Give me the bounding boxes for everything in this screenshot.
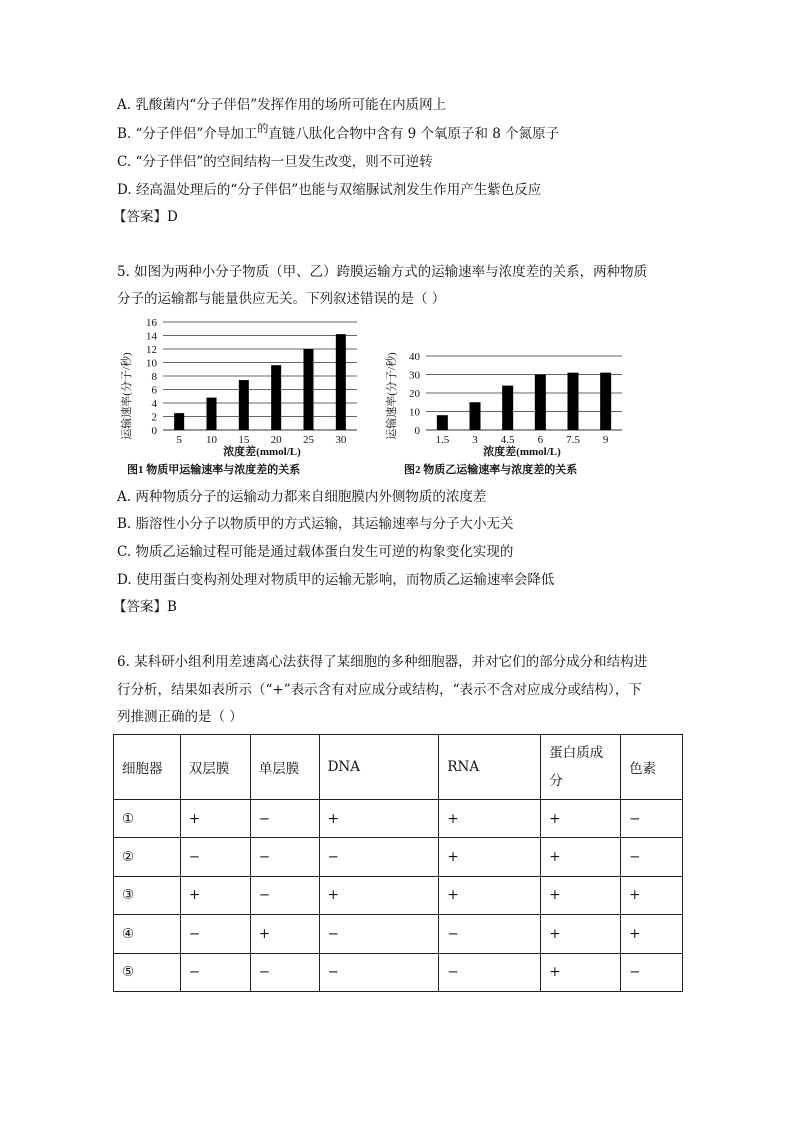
option-label: B. bbox=[117, 126, 132, 142]
y-tick-label: 6 bbox=[151, 384, 157, 397]
table-cell: ④ bbox=[114, 915, 181, 953]
answer-label: 【答案】 bbox=[113, 209, 167, 225]
bar bbox=[502, 386, 513, 430]
option-text: “分子伴侣”的空间结构一旦发生改变，则不可逆转 bbox=[135, 154, 433, 170]
table-cell: + bbox=[439, 800, 541, 838]
table-row bbox=[114, 953, 683, 991]
table-cell: + bbox=[319, 800, 439, 838]
table-row bbox=[114, 915, 683, 953]
table-cell: + bbox=[319, 876, 439, 914]
y-tick-label: 10 bbox=[146, 357, 157, 370]
table-cell: + bbox=[439, 876, 541, 914]
x-tick-label: 5 bbox=[176, 434, 182, 446]
bar bbox=[470, 402, 481, 430]
x-tick-label: 7.5 bbox=[566, 434, 580, 446]
y-tick-label: 4 bbox=[151, 398, 157, 410]
bar bbox=[437, 415, 448, 430]
option-text-post: 直链八肽化合物中含有 9 个氧原子和 8 个氮原子 bbox=[268, 126, 560, 142]
x-tick-label: 4.5 bbox=[500, 434, 515, 446]
y-tick-label: 10 bbox=[409, 406, 420, 419]
chart-bars bbox=[174, 334, 346, 430]
bar bbox=[336, 334, 346, 430]
option-label: A. bbox=[117, 489, 132, 505]
x-tick-label: 9 bbox=[602, 434, 609, 446]
q6-stem-line3: 列推测正确的是（ ） bbox=[117, 709, 243, 725]
table-cell: + bbox=[541, 800, 621, 838]
table-cell: + bbox=[541, 953, 621, 991]
bar bbox=[304, 349, 314, 430]
table-cell: ② bbox=[114, 838, 181, 876]
table-cell: − bbox=[621, 838, 683, 876]
table-cell: + bbox=[541, 915, 621, 953]
table-row bbox=[114, 876, 683, 914]
bar bbox=[600, 373, 611, 430]
q5-option-c bbox=[117, 542, 513, 562]
q5-answer bbox=[113, 597, 177, 617]
table-cell: − bbox=[439, 953, 541, 991]
option-superscript: 的 bbox=[257, 122, 269, 135]
x-tick-label: 25 bbox=[303, 434, 314, 446]
q6-stem-line1: 6. 某科研小组利用差速离心法获得了某细胞的多种细胞器，并对它们的部分成分和结构进 bbox=[117, 654, 648, 670]
table-cell: − bbox=[250, 800, 319, 838]
y-tick-label: 0 bbox=[151, 425, 157, 437]
chart-ylabel: 运输速率(分子/秒) bbox=[121, 352, 133, 440]
chart-figure-1 bbox=[117, 314, 367, 478]
y-tick-label: 14 bbox=[146, 330, 157, 343]
chart-bars bbox=[437, 373, 611, 430]
chart-y-ticks bbox=[409, 351, 421, 437]
table-cell: − bbox=[319, 953, 439, 991]
table-cell: ① bbox=[114, 800, 181, 838]
table-cell: + bbox=[621, 876, 683, 914]
table-header-cell: 细胞器 bbox=[114, 735, 181, 800]
bar bbox=[174, 413, 184, 430]
table-cell: − bbox=[250, 838, 319, 876]
table-row bbox=[114, 838, 683, 876]
answer-value: B bbox=[167, 599, 177, 615]
table-cell: − bbox=[180, 915, 250, 953]
option-label: C. bbox=[117, 154, 132, 170]
q5-option-d bbox=[117, 570, 554, 590]
option-text: 脂溶性小分子以物质甲的方式运输，其运输速率与分子大小无关 bbox=[135, 516, 514, 532]
option-label: C. bbox=[117, 544, 132, 560]
answer-label: 【答案】 bbox=[113, 599, 167, 615]
x-tick-label: 15 bbox=[238, 434, 250, 446]
table-cell: + bbox=[439, 838, 541, 876]
organelle-table bbox=[113, 734, 683, 992]
chart-figure-2 bbox=[382, 314, 632, 478]
option-text: 使用蛋白变构剂处理对物质甲的运输无影响，而物质乙运输速率会降低 bbox=[135, 572, 555, 588]
bar bbox=[535, 375, 546, 431]
option-label: D. bbox=[117, 572, 132, 588]
table-cell: − bbox=[319, 838, 439, 876]
x-tick-label: 20 bbox=[270, 434, 282, 446]
table-cell: − bbox=[250, 953, 319, 991]
q5-stem-line1: 5. 如图为两种小分子物质（甲、乙）跨膜运输方式的运输速率与浓度差的关系，两种物质 bbox=[117, 264, 648, 280]
option-text: 物质乙运输过程可能是通过载体蛋白发生可逆的构象变化实现的 bbox=[135, 544, 514, 560]
q5-option-a bbox=[117, 487, 486, 507]
x-tick-label: 30 bbox=[335, 434, 347, 446]
x-tick-label: 1.5 bbox=[435, 434, 450, 446]
table-cell: − bbox=[319, 915, 439, 953]
table-cell: + bbox=[621, 915, 683, 953]
table-header-cell: 蛋白质成分 bbox=[541, 735, 621, 800]
q5-option-b bbox=[117, 514, 514, 534]
table-cell: + bbox=[541, 876, 621, 914]
table-header-cell: 色素 bbox=[621, 735, 683, 800]
option-text-pre: “分子伴侣”介导加工 bbox=[135, 126, 258, 142]
table-cell: − bbox=[250, 876, 319, 914]
table-header-cell: 双层膜 bbox=[180, 735, 250, 800]
q4-option-d bbox=[117, 180, 541, 200]
y-tick-label: 40 bbox=[409, 351, 420, 363]
option-label: B. bbox=[117, 516, 132, 532]
x-tick-label: 3 bbox=[472, 434, 478, 446]
chart-title: 图1 物质甲运输速率与浓度差的关系 bbox=[127, 464, 301, 476]
bar bbox=[207, 398, 217, 430]
chart-ylabel: 运输速率(分子/秒) bbox=[386, 352, 398, 440]
table-cell: + bbox=[180, 876, 250, 914]
q4-option-b bbox=[117, 124, 559, 145]
bar bbox=[568, 373, 579, 430]
y-tick-label: 2 bbox=[151, 411, 157, 424]
y-tick-label: 16 bbox=[146, 317, 157, 329]
table-cell: − bbox=[621, 953, 683, 991]
q6-stem-line2: 行分析，结果如表所示（“+”表示含有对应成分或结构，“表示不含对应成分或结构），下 bbox=[117, 682, 642, 698]
chart-y-ticks bbox=[146, 317, 158, 437]
answer-value: D bbox=[167, 209, 178, 225]
table-cell: − bbox=[439, 915, 541, 953]
chart-x-ticks bbox=[176, 434, 346, 446]
chart-gridlines bbox=[426, 356, 622, 430]
y-tick-label: 0 bbox=[414, 425, 420, 437]
chart-xlabel: 浓度差(mmol/L) bbox=[223, 446, 301, 458]
table-header-cell: DNA bbox=[319, 735, 439, 800]
chart-xlabel: 浓度差(mmol/L) bbox=[483, 446, 561, 458]
bar bbox=[271, 365, 281, 430]
q4-answer bbox=[113, 207, 178, 227]
option-text: 经高温处理后的“分子伴侣”也能与双缩脲试剂发生作用产生紫色反应 bbox=[135, 182, 542, 198]
q4-option-a bbox=[117, 95, 446, 115]
y-tick-label: 30 bbox=[409, 369, 420, 382]
q5-stem-line2: 分子的运输都与能量供应无关。下列叙述错误的是（ ） bbox=[117, 291, 446, 307]
chart-title: 图2 物质乙运输速率与浓度差的关系 bbox=[404, 464, 578, 476]
table-row bbox=[114, 800, 683, 838]
table-cell: + bbox=[180, 800, 250, 838]
table-cell: ③ bbox=[114, 876, 181, 914]
table-header-cell: 单层膜 bbox=[250, 735, 319, 800]
table-cell: − bbox=[621, 800, 683, 838]
q4-option-c bbox=[117, 152, 433, 172]
table-header-row bbox=[114, 735, 683, 800]
y-tick-label: 12 bbox=[146, 344, 157, 356]
table-cell: + bbox=[541, 838, 621, 876]
table-cell: − bbox=[180, 838, 250, 876]
chart-gridlines bbox=[163, 322, 357, 430]
table-cell: + bbox=[250, 915, 319, 953]
x-tick-label: 6 bbox=[537, 434, 544, 446]
table-header-cell: RNA bbox=[439, 735, 541, 800]
option-label: D. bbox=[117, 182, 132, 198]
y-tick-label: 8 bbox=[151, 371, 157, 383]
x-tick-label: 10 bbox=[206, 434, 217, 446]
table-cell: − bbox=[180, 953, 250, 991]
table-cell: ⑤ bbox=[114, 953, 181, 991]
option-text: 乳酸菌内“分子伴侣”发挥作用的场所可能在内质网上 bbox=[135, 97, 447, 113]
chart-x-ticks bbox=[435, 434, 608, 446]
y-tick-label: 20 bbox=[409, 388, 420, 400]
option-text: 两种物质分子的运输动力都来自细胞膜内外侧物质的浓度差 bbox=[135, 489, 487, 505]
bar bbox=[239, 380, 249, 430]
option-label: A. bbox=[117, 97, 132, 113]
